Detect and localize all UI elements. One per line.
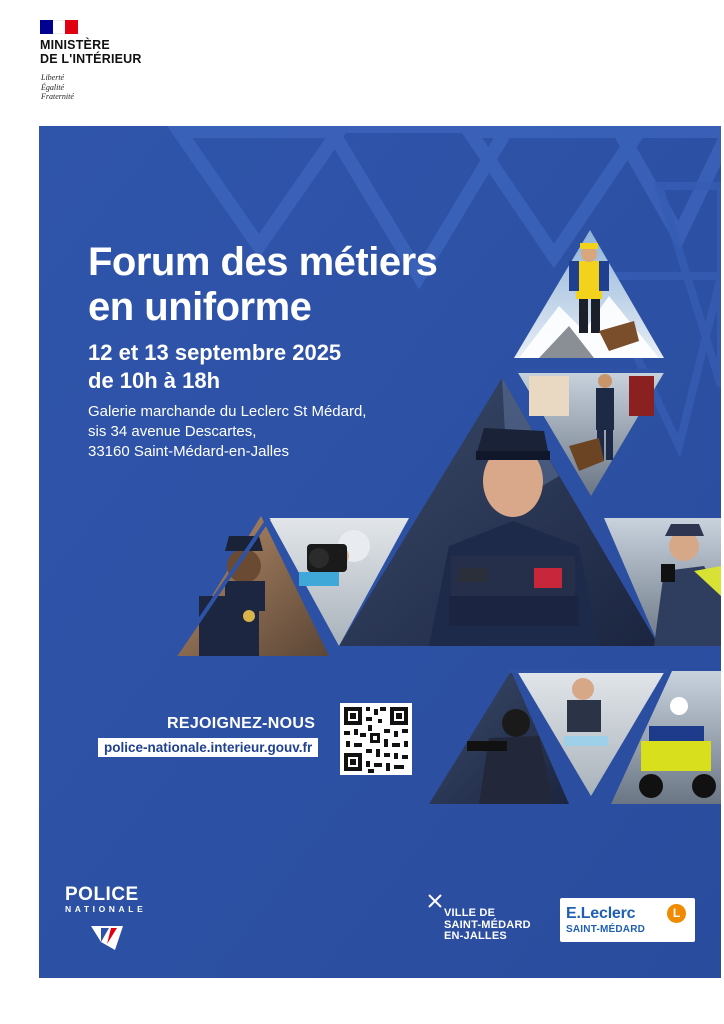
photo-collage: [39, 126, 721, 978]
ville-line-2: SAINT-MÉDARD: [444, 918, 531, 931]
devise-liberte: Liberté: [41, 73, 65, 82]
address-line-2: sis 34 avenue Descartes,: [88, 423, 257, 440]
devise-fraternite: Fraternité: [41, 92, 74, 101]
police-word: POLICE: [65, 884, 139, 905]
police-nationale-logo: [65, 884, 146, 914]
header: [0, 0, 724, 126]
address-line-3: 33160 Saint-Médard-en-Jalles: [88, 443, 289, 460]
leclerc-name: E.Leclerc: [566, 905, 636, 922]
dates-line-1: 12 et 13 septembre 2025: [88, 340, 342, 365]
police-emblem-icon: [87, 922, 127, 952]
ville-star-icon: [428, 894, 442, 908]
ministere-line-2: DE L'INTÉRIEUR: [40, 52, 142, 66]
title-line-2: en uniforme: [88, 285, 312, 329]
police-nationale-word: NATIONALE: [65, 904, 147, 914]
poster: [39, 126, 721, 978]
ministere-line-1: MINISTÈRE: [40, 38, 110, 52]
ville-text: [444, 908, 531, 943]
ministere-title: [40, 38, 142, 66]
devise-egalite: Égalité: [41, 82, 65, 92]
dates-line-2: de 10h à 18h: [88, 368, 221, 393]
mountain-rescue-officer-with-dog-photo: [514, 230, 664, 358]
qr-code-icon[interactable]: [340, 703, 412, 775]
ville-line-3: EN-JALLES: [444, 930, 507, 942]
leclerc-sub: SAINT-MÉDARD: [566, 924, 646, 935]
devise: [41, 73, 74, 102]
join-label: REJOIGNEZ-NOUS: [167, 715, 316, 732]
leclerc-mark-icon: L: [667, 904, 686, 923]
title-line-1: Forum des métiers: [88, 240, 438, 284]
ville-line-1: VILLE DE: [444, 907, 496, 919]
address-line-1: Galerie marchande du Leclerc St Médard,: [88, 403, 367, 420]
website-link[interactable]: police-nationale.interieur.gouv.fr: [98, 738, 318, 757]
leclerc-logo: [560, 898, 695, 942]
republique-flag-icon: [40, 20, 78, 34]
